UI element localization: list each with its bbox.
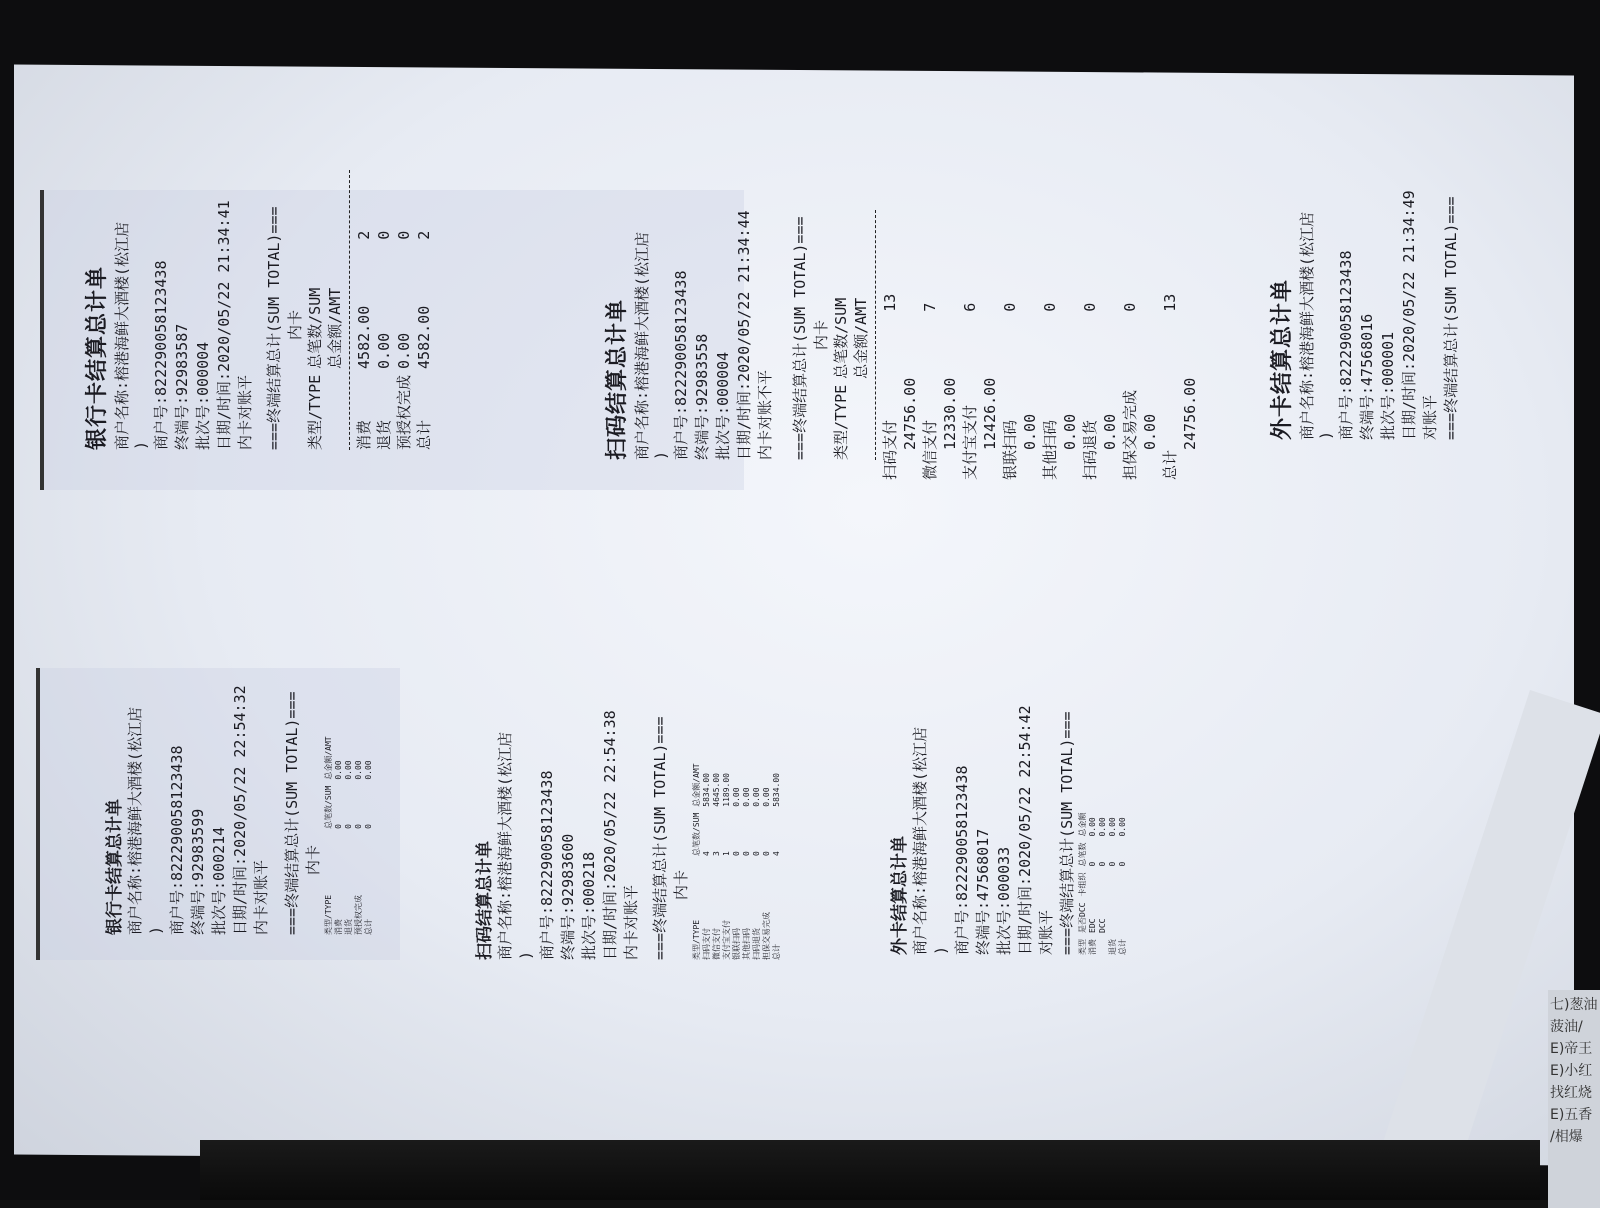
table-row [1118,807,1128,955]
desk-shadow [200,1140,1540,1200]
row-count: 0 [1098,861,1107,867]
row-count: 0 [1081,302,1099,312]
row-amount: 0.00 [1141,413,1159,450]
column-header-amount: 总金额/AMT [326,287,344,369]
row-count: 0 [1088,861,1097,867]
receipt-foreign-card-small [885,695,1128,955]
merchant-number: 商户号:822290058123438 [168,745,186,935]
row-dcc: DCC [1098,918,1107,933]
table-row [394,225,414,450]
receipt-title: 外卡结算总计单 [1270,278,1295,440]
row-count: 0 [395,230,413,240]
row-amount: 24756.00 [1181,377,1199,450]
background-paper-line: 菠油/ [1550,1019,1583,1035]
row-type: 总计 [1161,449,1179,480]
batch-number: 批次号:000214 [210,826,228,935]
table-row [752,757,762,960]
column-header-type: 类型/TYPE [324,894,333,935]
receipt-qr-large-rows [880,230,1200,480]
background-paper-text [1548,990,1600,1208]
sum-total-header: ===终端结算总计(SUM TOTAL)=== [265,206,283,450]
merchant-name: 商户名称:榕港海鲜大酒楼(松江店 [1298,211,1316,440]
merchant-name-tail: ) [1317,430,1335,440]
row-type: 银联扫码 [732,928,741,960]
row-count: 13 [1161,293,1179,312]
column-header-count: 总笔数 [1078,842,1087,867]
table-row [980,288,1000,480]
row-amount: 0.00 [1098,817,1107,837]
column-header-count: 总笔数/SUM [832,297,850,379]
column-header-type: 类型/TYPE [306,374,324,450]
table-row [1100,288,1120,480]
row-amount: 4582.00 [355,305,373,369]
datetime: 日期/时间:2020/05/22 22:54:42 [1016,705,1034,955]
merchant-name: 商户名称:榕港海鲜大酒楼(松江店 [496,731,514,960]
terminal-number: 终端号:92983558 [693,333,711,460]
row-count: 0 [1121,302,1139,312]
merchant-name-tail: ) [132,440,150,450]
table-row [1060,288,1080,480]
row-count: 2 [355,230,373,240]
table-row [1140,288,1160,480]
table-row [1120,288,1140,480]
row-amount: 1189.00 [722,773,731,807]
merchant-name: 商户名称:榕港海鲜大酒楼(松江店 [911,726,929,955]
batch-number: 批次号:000001 [1379,331,1397,440]
background-paper-line: /相爆 [1550,1129,1583,1145]
summary-table [305,282,345,450]
column-header-amount: 总金额/AMT [852,297,870,379]
merchant-number: 商户号:822290058123438 [953,765,971,955]
row-type: 其他扫码 [1041,419,1059,480]
datetime: 日期/时间:2020/05/22 21:34:41 [215,200,233,450]
column-header-org: 卡组织 [1078,872,1087,897]
row-type: 支付宝支付 [961,404,979,480]
reconcile-status: 内卡对账平 [622,884,640,960]
table-row [702,757,712,960]
background-paper-line: E)帝王 [1550,1041,1593,1057]
summary-table [1078,807,1128,955]
receipt-qr-large [600,210,880,460]
batch-number: 批次号:000033 [995,846,1013,955]
table-row [354,225,374,450]
row-type: 消费 [355,419,373,450]
row-amount: 0.00 [1088,817,1097,837]
datetime: 日期/时间:2020/05/22 22:54:38 [601,710,619,960]
row-count: 7 [921,302,939,312]
receipt-qr-small [470,700,782,960]
card-type: 内卡 [304,844,322,875]
sum-total-header: ===终端结算总计(SUM TOTAL)=== [283,691,301,935]
table-row [1098,807,1108,955]
row-amount: 0.00 [732,787,741,807]
row-amount: 0.00 [752,787,761,807]
receipt-title: 外卡结算总计单 [890,836,910,955]
background-paper-line: 找红烧 [1550,1085,1592,1101]
row-amount: 12330.00 [941,377,959,450]
background-paper-line: 七)葱油 [1550,997,1598,1013]
table-row [1088,807,1098,955]
row-type: 微信支付 [921,419,939,480]
table-row [334,730,344,935]
reconcile-status: 对账平 [1421,394,1439,440]
table-row [1108,807,1118,955]
merchant-number: 商户号:822290058123438 [152,260,170,450]
merchant-name: 商户名称:榕港海鲜大酒楼(松江店 [113,221,131,450]
datetime: 日期/时间:2020/05/22 22:54:32 [231,685,249,935]
table-row [940,288,960,480]
row-type: 退货 [344,919,353,935]
summary-table [324,730,374,935]
merchant-name: 商户名称:榕港海鲜大酒楼(松江店 [126,706,144,935]
receipt-title: 银行卡结算总计单 [105,799,125,935]
card-type: 内卡 [672,869,690,900]
row-type: 退货 [375,419,393,450]
row-amount: 0.00 [1118,817,1127,837]
table-row [1000,288,1020,480]
merchant-name-tail: ) [147,925,165,935]
row-amount: 5834.00 [702,773,711,807]
row-amount: 4645.00 [712,773,721,807]
table-row [762,757,772,960]
merchant-number: 商户号:822290058123438 [538,770,556,960]
row-count: 0 [364,824,373,829]
merchant-number: 商户号:822290058123438 [672,270,690,460]
row-type: 总计 [772,944,781,960]
row-type: 扫码支付 [881,419,899,480]
terminal-number: 终端号:92983599 [189,808,207,935]
row-count: 6 [961,302,979,312]
row-type: 扫码退货 [752,928,761,960]
row-amount: 0.00 [395,332,413,369]
reconcile-status: 内卡对账平 [252,859,270,935]
sum-total-header: ===终端结算总计(SUM TOTAL)=== [651,716,669,960]
terminal-number: 终端号:47568017 [974,828,992,955]
reconcile-status: 对账平 [1037,909,1055,955]
row-type: 银联扫码 [1001,419,1019,480]
background-paper-line: E)小红 [1550,1063,1593,1079]
row-type: 其他扫码 [742,928,751,960]
merchant-name-tail: ) [652,450,670,460]
table-row [1040,288,1060,480]
table-row [742,757,752,960]
terminal-number: 终端号:92983600 [559,833,577,960]
row-type: 扫码退货 [1081,419,1099,480]
row-type: 预授权完成 [395,374,413,450]
summary-table [831,292,871,460]
column-header-type: 类型 [1078,939,1087,955]
batch-number: 批次号:000004 [194,341,212,450]
column-header-amount: 总金额 [1078,812,1087,837]
column-header-count: 总笔数/SUM [324,785,333,829]
table-row [1020,288,1040,480]
table-row [414,225,434,450]
row-count: 0 [1108,861,1117,867]
row-type: 总计 [415,419,433,450]
row-count: 0 [334,824,343,829]
row-amount: 12426.00 [981,377,999,450]
row-count: 0 [762,851,771,856]
column-header-type: 类型/TYPE [692,919,701,960]
row-count: 3 [712,851,721,856]
summary-table [692,757,782,960]
row-type: 总计 [1118,939,1127,955]
datetime: 日期/时间:2020/05/22 21:34:49 [1400,190,1418,440]
datetime: 日期/时间:2020/05/22 21:34:44 [735,210,753,460]
merchant-name-tail: ) [517,950,535,960]
table-row [1160,288,1180,480]
row-count: 1 [722,851,731,856]
summary-rows [880,288,1200,480]
row-amount: 0.00 [334,760,343,780]
divider [875,210,876,460]
row-amount: 5834.00 [772,773,781,807]
card-type: 内卡 [286,309,304,340]
row-count: 0 [1001,302,1019,312]
receipt-title: 银行卡结算总计单 [85,265,110,450]
terminal-number: 终端号:92983587 [173,323,191,450]
row-type: 总计 [364,919,373,935]
row-amount: 0.00 [1101,413,1119,450]
row-dcc [1108,897,1118,933]
row-count: 0 [344,824,353,829]
row-count: 0 [1041,302,1059,312]
batch-number: 批次号:000004 [714,351,732,460]
row-count: 0 [752,851,761,856]
column-header-count: 总笔数/SUM [306,287,324,369]
row-type: 担保交易完成 [1121,389,1139,480]
row-amount: 24756.00 [901,377,919,450]
card-type: 内卡 [812,319,830,350]
row-type: 微信支付 [712,928,721,960]
sum-total-header: ===终端结算总计(SUM TOTAL)=== [1058,711,1076,955]
column-header-amount: 总金额/AMT [692,763,701,807]
row-count: 4 [702,851,711,856]
row-dcc: EDC [1088,918,1097,933]
row-count: 0 [354,824,363,829]
table-row [712,757,722,960]
row-amount: 0.00 [344,760,353,780]
table-row [1180,288,1200,480]
row-amount: 0.00 [364,760,373,780]
merchant-name-tail: ) [932,945,950,955]
table-row [364,730,374,935]
row-amount: 0.00 [375,332,393,369]
merchant-number: 商户号:822290058123438 [1337,250,1355,440]
row-count: 2 [415,230,433,240]
table-row [374,225,394,450]
column-header-dcc: 是否DCC [1078,902,1087,933]
summary-rows [354,225,434,450]
row-count: 0 [732,851,741,856]
sum-total-header: ===终端结算总计(SUM TOTAL)=== [791,216,809,460]
background-paper-line: E)五香 [1550,1107,1593,1123]
row-count: 4 [772,851,781,856]
table-row [344,730,354,935]
reconcile-status: 内卡对账平 [236,374,254,450]
row-type: 预授权完成 [354,895,363,935]
row-count: 0 [1118,861,1127,867]
row-amount: 4582.00 [415,305,433,369]
receipt-foreign-card-large [1265,180,1461,440]
row-amount: 0.00 [742,787,751,807]
row-amount: 0.00 [1108,817,1117,837]
receipt-bank-card-small [100,685,374,935]
table-row [772,757,782,960]
column-header-count: 总笔数/SUM [692,812,701,856]
table-row [960,288,980,480]
row-type: 支付宝支付 [722,920,731,960]
table-row [354,730,364,935]
row-amount: 0.00 [1061,413,1079,450]
row-type: 退货 [1108,939,1117,955]
table-row [880,288,900,480]
table-row [900,288,920,480]
row-type: 消费 [334,919,343,935]
row-type [1098,933,1108,955]
batch-number: 批次号:000218 [580,851,598,960]
merchant-name: 商户名称:榕港海鲜大酒楼(松江店 [633,231,651,460]
row-type: 消费 [1088,939,1097,955]
divider [349,170,350,450]
reconcile-status: 内卡对账不平 [756,369,774,460]
sum-total-header: ===终端结算总计(SUM TOTAL)=== [1442,196,1460,440]
table-row [722,757,732,960]
row-count: 13 [881,293,899,312]
column-header-amount: 总金额/AMT [324,736,333,780]
table-row [920,288,940,480]
receipt-title: 扫码结算总计单 [475,841,495,960]
row-amount: 0.00 [762,787,771,807]
row-count: 0 [742,851,751,856]
receipt-title: 扫码结算总计单 [605,298,630,460]
table-row [1080,288,1100,480]
column-header-type: 类型/TYPE [832,384,850,460]
row-amount: 0.00 [1021,413,1039,450]
terminal-number: 终端号:47568016 [1358,313,1376,440]
row-count: 0 [375,230,393,240]
row-amount: 0.00 [354,760,363,780]
row-type: 扫码支付 [702,928,711,960]
table-row [732,757,742,960]
row-type: 担保交易完成 [762,912,771,960]
receipt-bank-card-large [80,170,434,450]
row-dcc [1118,897,1128,933]
